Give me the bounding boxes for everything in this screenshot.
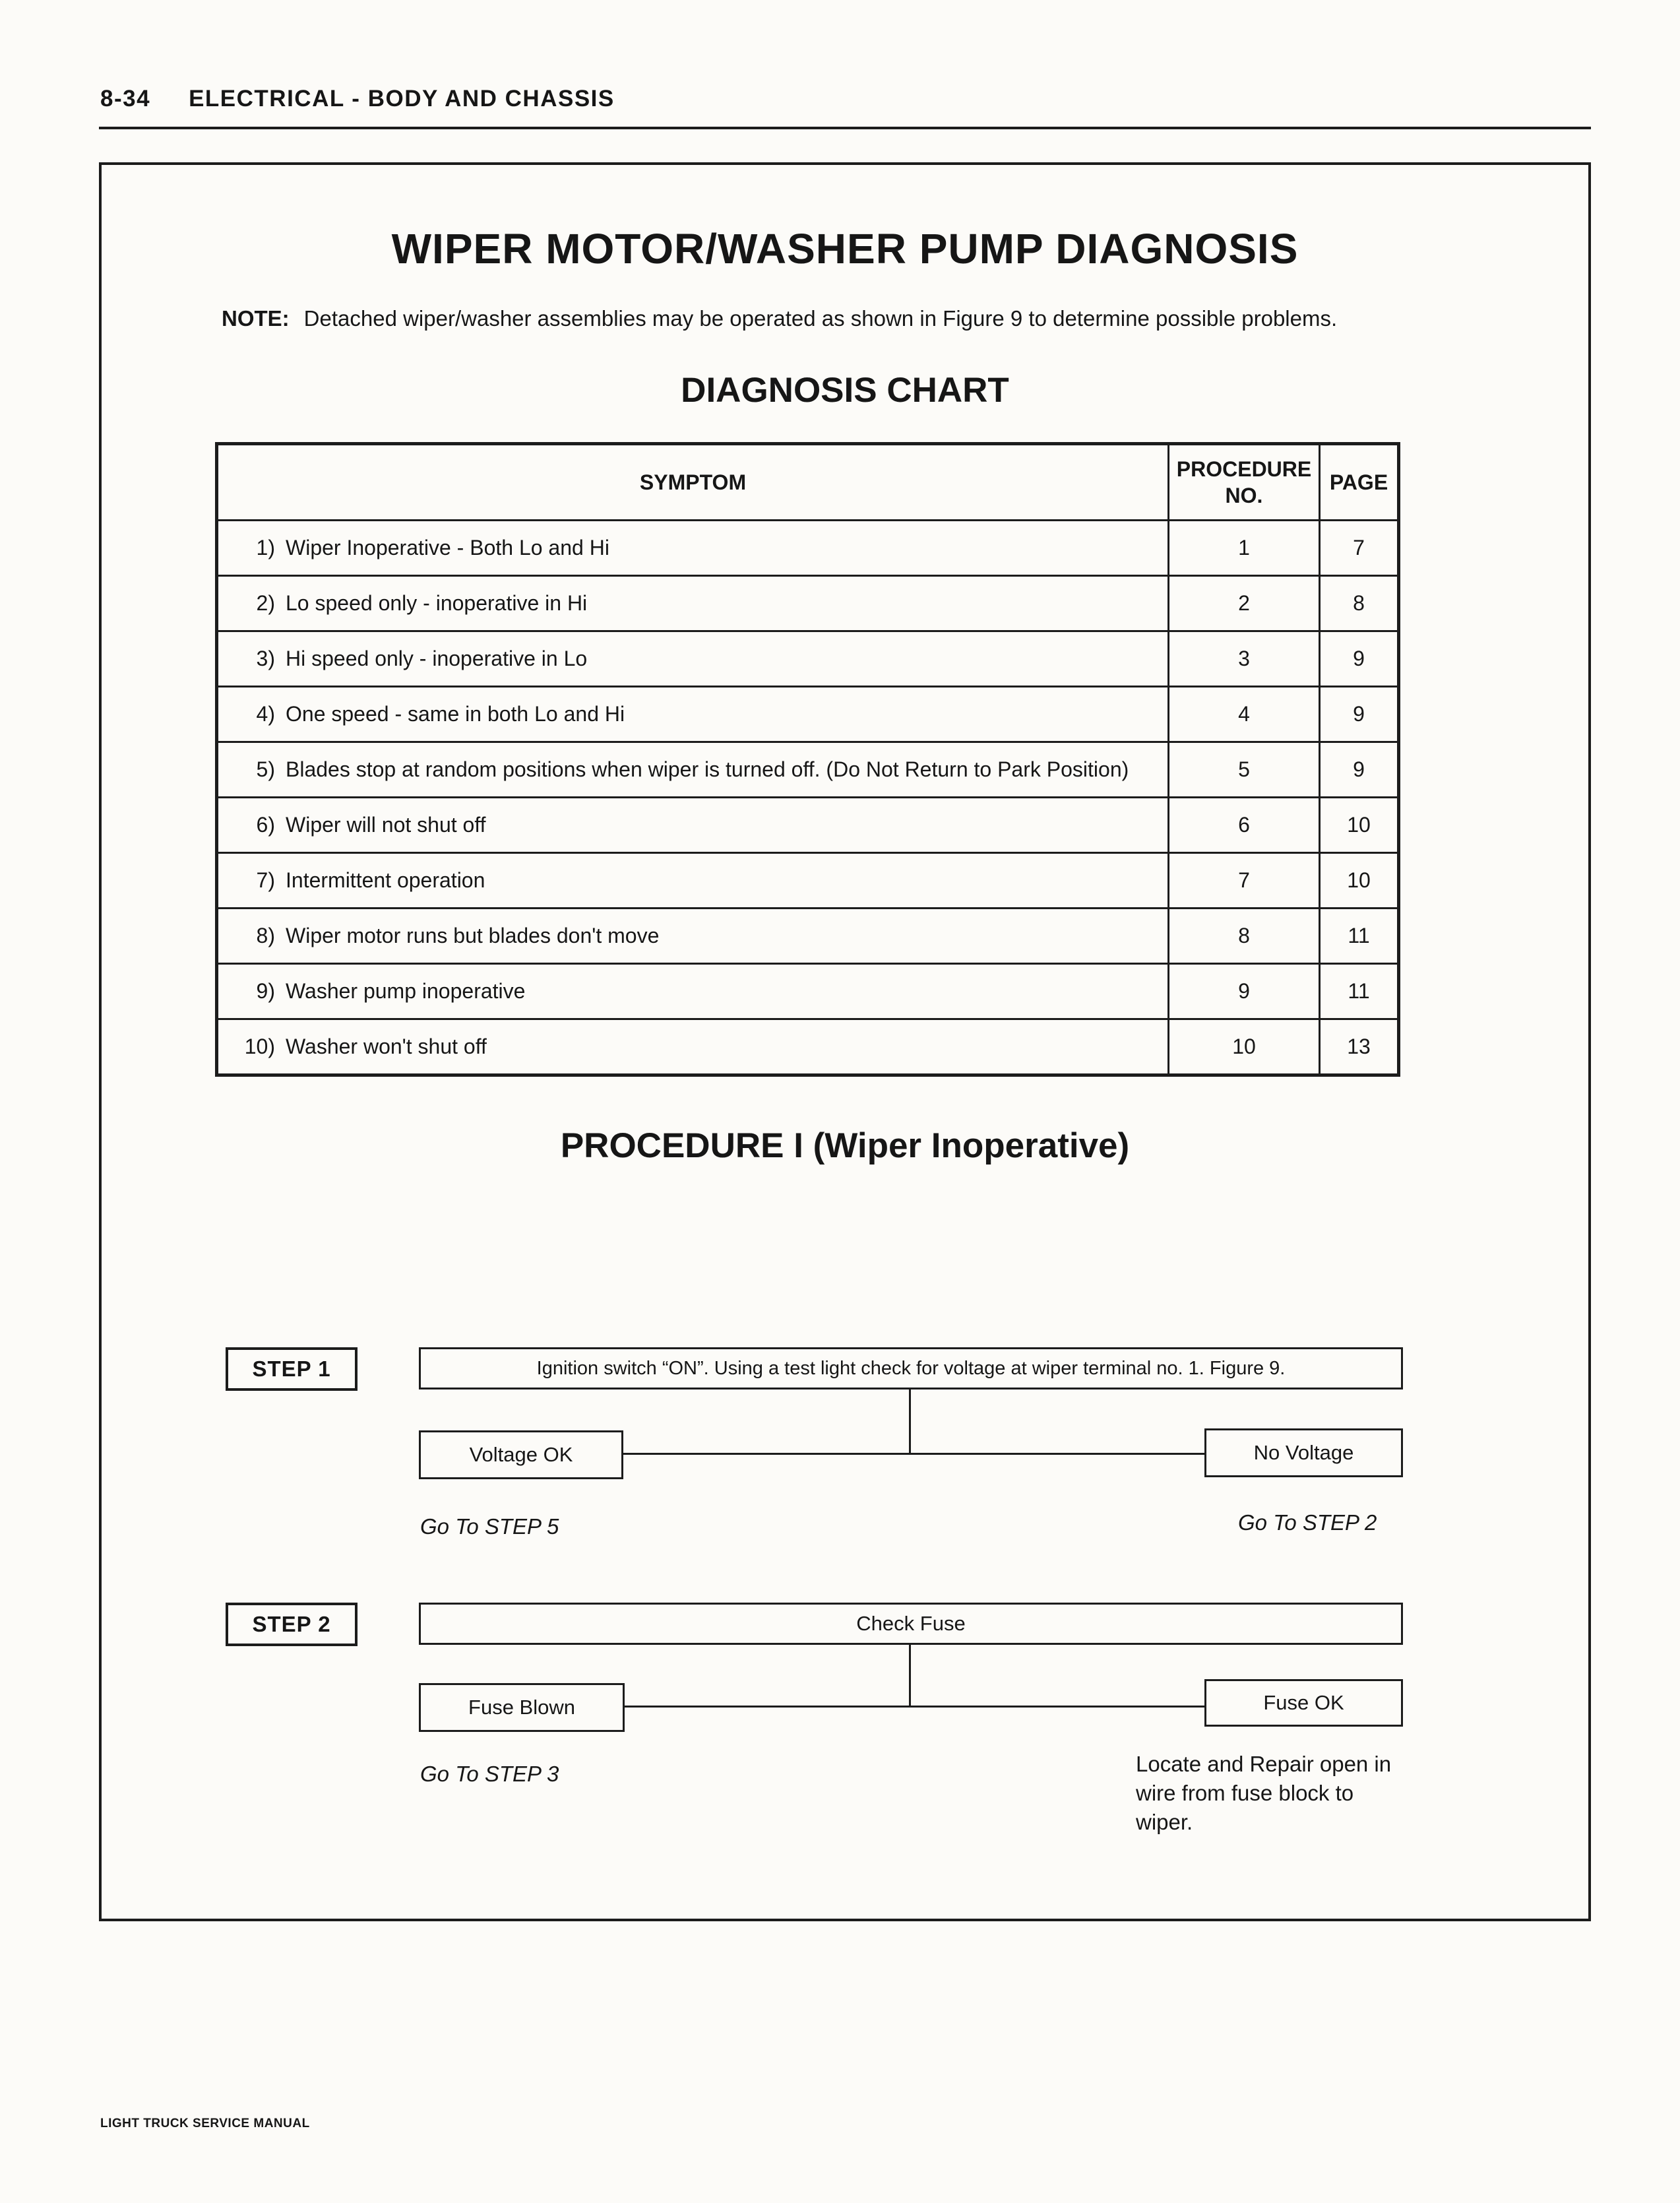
go-to-step3-label: Go To STEP 3 (420, 1762, 559, 1786)
procedure-no: 5 (1169, 742, 1320, 798)
go-to-step2-label: Go To STEP 2 (1238, 1510, 1377, 1535)
check-fuse-box: Check Fuse (419, 1603, 1403, 1645)
connector-line-vertical (909, 1643, 911, 1706)
page-header (100, 86, 615, 112)
table-row (217, 853, 1399, 909)
symptom-text: Wiper motor runs but blades don't move (286, 924, 660, 947)
table-row (217, 742, 1399, 798)
page-no: 9 (1320, 742, 1399, 798)
header-page: PAGE (1320, 444, 1399, 521)
procedure-no: 1 (1169, 521, 1320, 576)
table-row (217, 521, 1399, 576)
table-header (217, 444, 1399, 521)
page-no: 7 (1320, 521, 1399, 576)
procedure-no: 9 (1169, 964, 1320, 1019)
symptom-text: Lo speed only - inoperative in Hi (286, 591, 588, 615)
row-number: 9) (256, 979, 275, 1003)
connector-line-horizontal (619, 1453, 1204, 1455)
diagnosis-chart-heading: DIAGNOSIS CHART (681, 371, 1009, 410)
row-number: 4) (256, 702, 275, 726)
procedure-no: 10 (1169, 1019, 1320, 1075)
page-no: 9 (1320, 687, 1399, 742)
row-number: 2) (256, 591, 275, 615)
header-symptom: SYMPTOM (217, 444, 1169, 521)
footer: LIGHT TRUCK SERVICE MANUAL (100, 2117, 310, 2130)
row-number: 1) (256, 536, 275, 559)
no-voltage-box: No Voltage (1204, 1428, 1403, 1477)
header-rule (99, 127, 1591, 129)
table-row (217, 909, 1399, 964)
symptom-text: Washer won't shut off (286, 1035, 487, 1058)
row-number: 10) (244, 1035, 275, 1058)
locate-repair-note: Locate and Repair open in wire from fuse block to wiper. (1136, 1752, 1392, 1834)
row-number: 3) (256, 647, 275, 670)
content-frame (99, 162, 1591, 1921)
page-number: 8-34 (100, 86, 151, 112)
page-no: 13 (1320, 1019, 1399, 1075)
procedure-no: 2 (1169, 576, 1320, 631)
procedure-no: 4 (1169, 687, 1320, 742)
symptom-text: Washer pump inoperative (286, 979, 526, 1003)
page-no: 11 (1320, 964, 1399, 1019)
table-row (217, 687, 1399, 742)
voltage-ok-box: Voltage OK (419, 1430, 623, 1479)
note (222, 303, 1433, 333)
procedure-no: 8 (1169, 909, 1320, 964)
symptom-text: Wiper Inoperative - Both Lo and Hi (286, 536, 609, 559)
procedure-no: 3 (1169, 631, 1320, 687)
note-label: NOTE: (222, 306, 290, 331)
page-no: 8 (1320, 576, 1399, 631)
symptom-text: Wiper will not shut off (286, 813, 486, 837)
procedure-heading: PROCEDURE I (Wiper Inoperative) (560, 1126, 1130, 1165)
symptom-text: Blades stop at random positions when wiper is turned off. (Do Not Return to Park Position) (286, 757, 1129, 781)
step1-label: STEP 1 (226, 1347, 358, 1391)
table-row (217, 631, 1399, 687)
section-title: ELECTRICAL - BODY AND CHASSIS (189, 86, 615, 112)
table-row (217, 798, 1399, 853)
row-number: 8) (256, 924, 275, 947)
document-title: WIPER MOTOR/WASHER PUMP DIAGNOSIS (391, 225, 1299, 272)
procedure-no: 6 (1169, 798, 1320, 853)
page-no: 11 (1320, 909, 1399, 964)
go-to-step5-label: Go To STEP 5 (420, 1514, 559, 1539)
fuse-ok-box: Fuse OK (1204, 1679, 1403, 1727)
table-row (217, 964, 1399, 1019)
step1-instruction-box: Ignition switch “ON”. Using a test light check for voltage at wiper terminal no. 1. Figure 9. (419, 1347, 1403, 1389)
symptom-text: Hi speed only - inoperative in Lo (286, 647, 588, 670)
step2-label: STEP 2 (226, 1603, 358, 1646)
connector-line-vertical (909, 1388, 911, 1453)
row-number: 5) (256, 757, 275, 781)
symptom-text: One speed - same in both Lo and Hi (286, 702, 625, 726)
table-row (217, 1019, 1399, 1075)
table-row (217, 576, 1399, 631)
row-number: 7) (256, 868, 275, 892)
symptom-text: Intermittent operation (286, 868, 485, 892)
fuse-blown-box: Fuse Blown (419, 1683, 625, 1732)
page-no: 10 (1320, 853, 1399, 909)
procedure-no: 7 (1169, 853, 1320, 909)
connector-line-horizontal (621, 1706, 1204, 1708)
header-procedure-no: PROCEDURE NO. (1169, 444, 1320, 521)
page-no: 10 (1320, 798, 1399, 853)
note-text: Detached wiper/washer assemblies may be operated as shown in Figure 9 to determine possible problems. (303, 306, 1338, 331)
diagnosis-table (215, 442, 1400, 1077)
row-number: 6) (256, 813, 275, 837)
page-no: 9 (1320, 631, 1399, 687)
